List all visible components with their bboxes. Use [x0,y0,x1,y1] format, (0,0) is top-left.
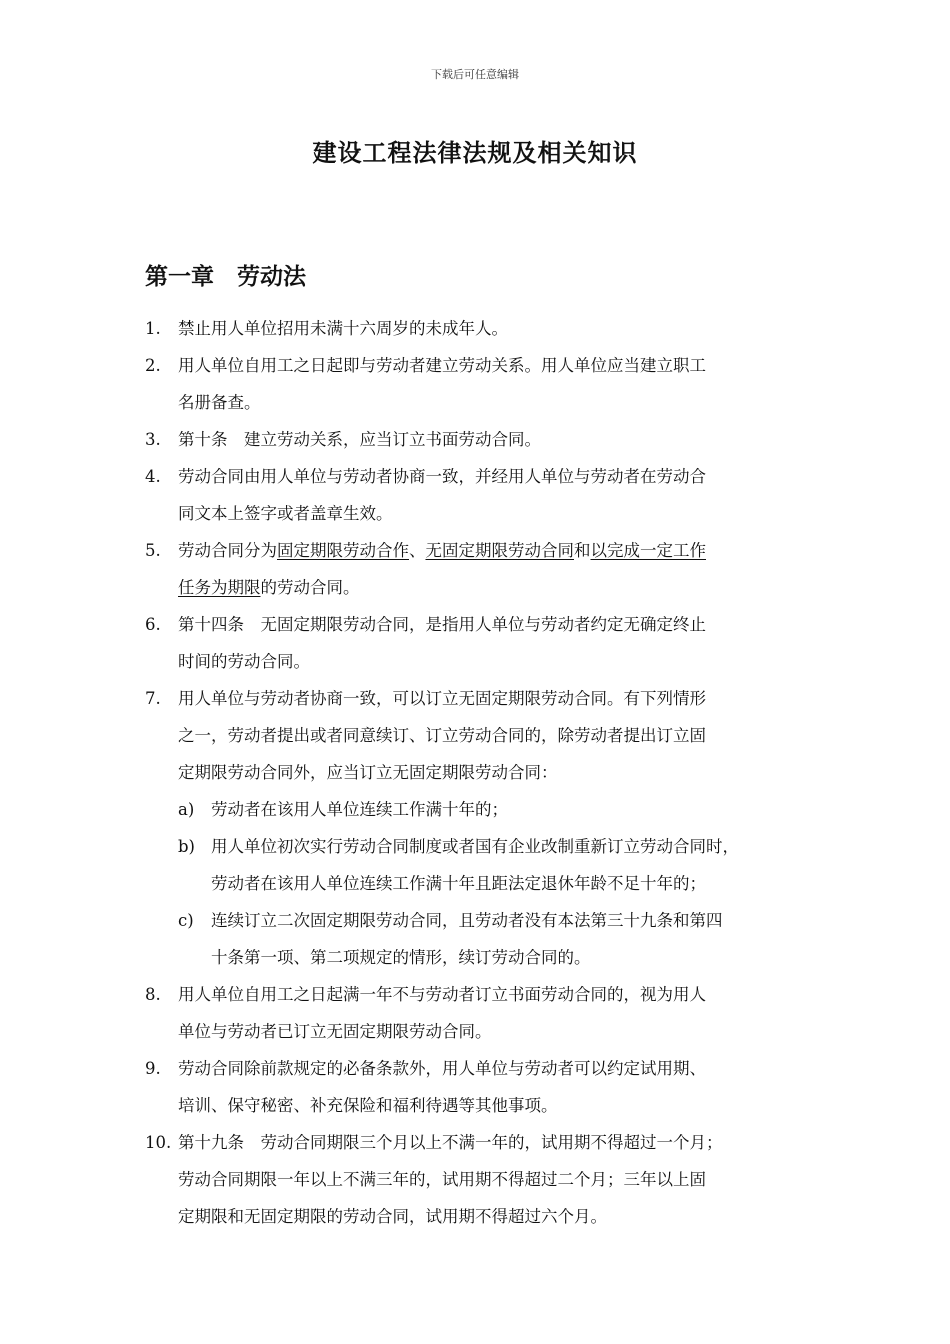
item-number: 4. [145,467,161,486]
item-number: 1. [145,319,161,338]
item-line: 用人单位初次实行劳动合同制度或者国有企业改制重新订立劳动合同时， [211,837,739,856]
sub-list-item [145,902,825,976]
underlined-term: 以完成一定工作 [590,541,706,560]
document-title: 建设工程法律法规及相关知识 [312,138,638,167]
item-number: 2. [145,356,161,375]
sub-list-item [145,791,825,828]
item-line: 劳动合同由用人单位与劳动者协商一致，并经用人单位与劳动者在劳动合 [178,467,706,486]
underlined-term: 固定期限劳动合作 [277,541,409,560]
list-item [145,1050,825,1124]
item-line: 禁止用人单位招用未满十六周岁的未成年人。 [178,319,508,338]
list-item [145,421,825,458]
sub-list-item [145,828,825,902]
chapter-heading: 第一章 劳动法 [145,263,306,290]
item-line: 用人单位自用工之日起满一年不与劳动者订立书面劳动合同的，视为用人 [178,985,706,1004]
page-header-note: 下载后可任意编辑 [431,68,519,81]
item-line: 十条第一项、第二项规定的情形，续订劳动合同的。 [211,948,591,967]
item-number: 10. [145,1133,172,1152]
item-number: 3. [145,430,161,449]
list-item [145,347,825,421]
item-line: 时间的劳动合同。 [178,652,310,671]
item-number: 6. [145,615,161,634]
sub-item-label: b) [178,837,195,856]
item-text: 和 [574,541,591,560]
item-line: 劳动合同期限一年以上不满三年的，试用期不得超过二个月；三年以上固 [178,1170,706,1189]
item-line: 第十条 建立劳动关系，应当订立书面劳动合同。 [178,430,541,449]
list-item [145,1124,825,1235]
list-item [145,680,825,791]
item-number: 8. [145,985,161,1004]
list-item [145,976,825,1050]
item-text: 、 [409,541,426,560]
item-line: 劳动者在该用人单位连续工作满十年的； [211,800,508,819]
list-item [145,606,825,680]
sub-item-label: c) [178,911,194,930]
item-number: 5. [145,541,161,560]
item-line: 第十四条 无固定期限劳动合同，是指用人单位与劳动者约定无确定终止 [178,615,706,634]
underlined-term: 任务为期限 [178,578,261,597]
item-line: 用人单位自用工之日起即与劳动者建立劳动关系。用人单位应当建立职工 [178,356,706,375]
sub-item-label: a) [178,800,195,819]
article-list [145,310,825,1235]
item-line: 名册备查。 [178,393,261,412]
item-number: 7. [145,689,161,708]
item-line: 之一，劳动者提出或者同意续订、订立劳动合同的，除劳动者提出订立固 [178,726,706,745]
item-line: 第十九条 劳动合同期限三个月以上不满一年的，试用期不得超过一个月； [178,1133,723,1152]
item-text: 劳动合同分为 [178,541,277,560]
item-line: 连续订立二次固定期限劳动合同，且劳动者没有本法第三十九条和第四 [211,911,723,930]
underlined-term: 无固定期限劳动合同 [425,541,574,560]
item-line: 劳动者在该用人单位连续工作满十年且距法定退休年龄不足十年的； [211,874,706,893]
list-item [145,458,825,532]
list-item [145,532,825,606]
item-line: 劳动合同除前款规定的必备条款外，用人单位与劳动者可以约定试用期、 [178,1059,706,1078]
item-number: 9. [145,1059,161,1078]
item-line: 同文本上签字或者盖章生效。 [178,504,393,523]
item-line: 培训、保守秘密、补充保险和福利待遇等其他事项。 [178,1096,558,1115]
item-text: 的劳动合同。 [260,578,360,597]
item-line: 定期限劳动合同外，应当订立无固定期限劳动合同： [178,763,558,782]
item-line: 定期限和无固定期限的劳动合同，试用期不得超过六个月。 [178,1207,607,1226]
item-line: 用人单位与劳动者协商一致，可以订立无固定期限劳动合同。有下列情形 [178,689,706,708]
list-item [145,310,825,347]
item-line: 单位与劳动者已订立无固定期限劳动合同。 [178,1022,492,1041]
